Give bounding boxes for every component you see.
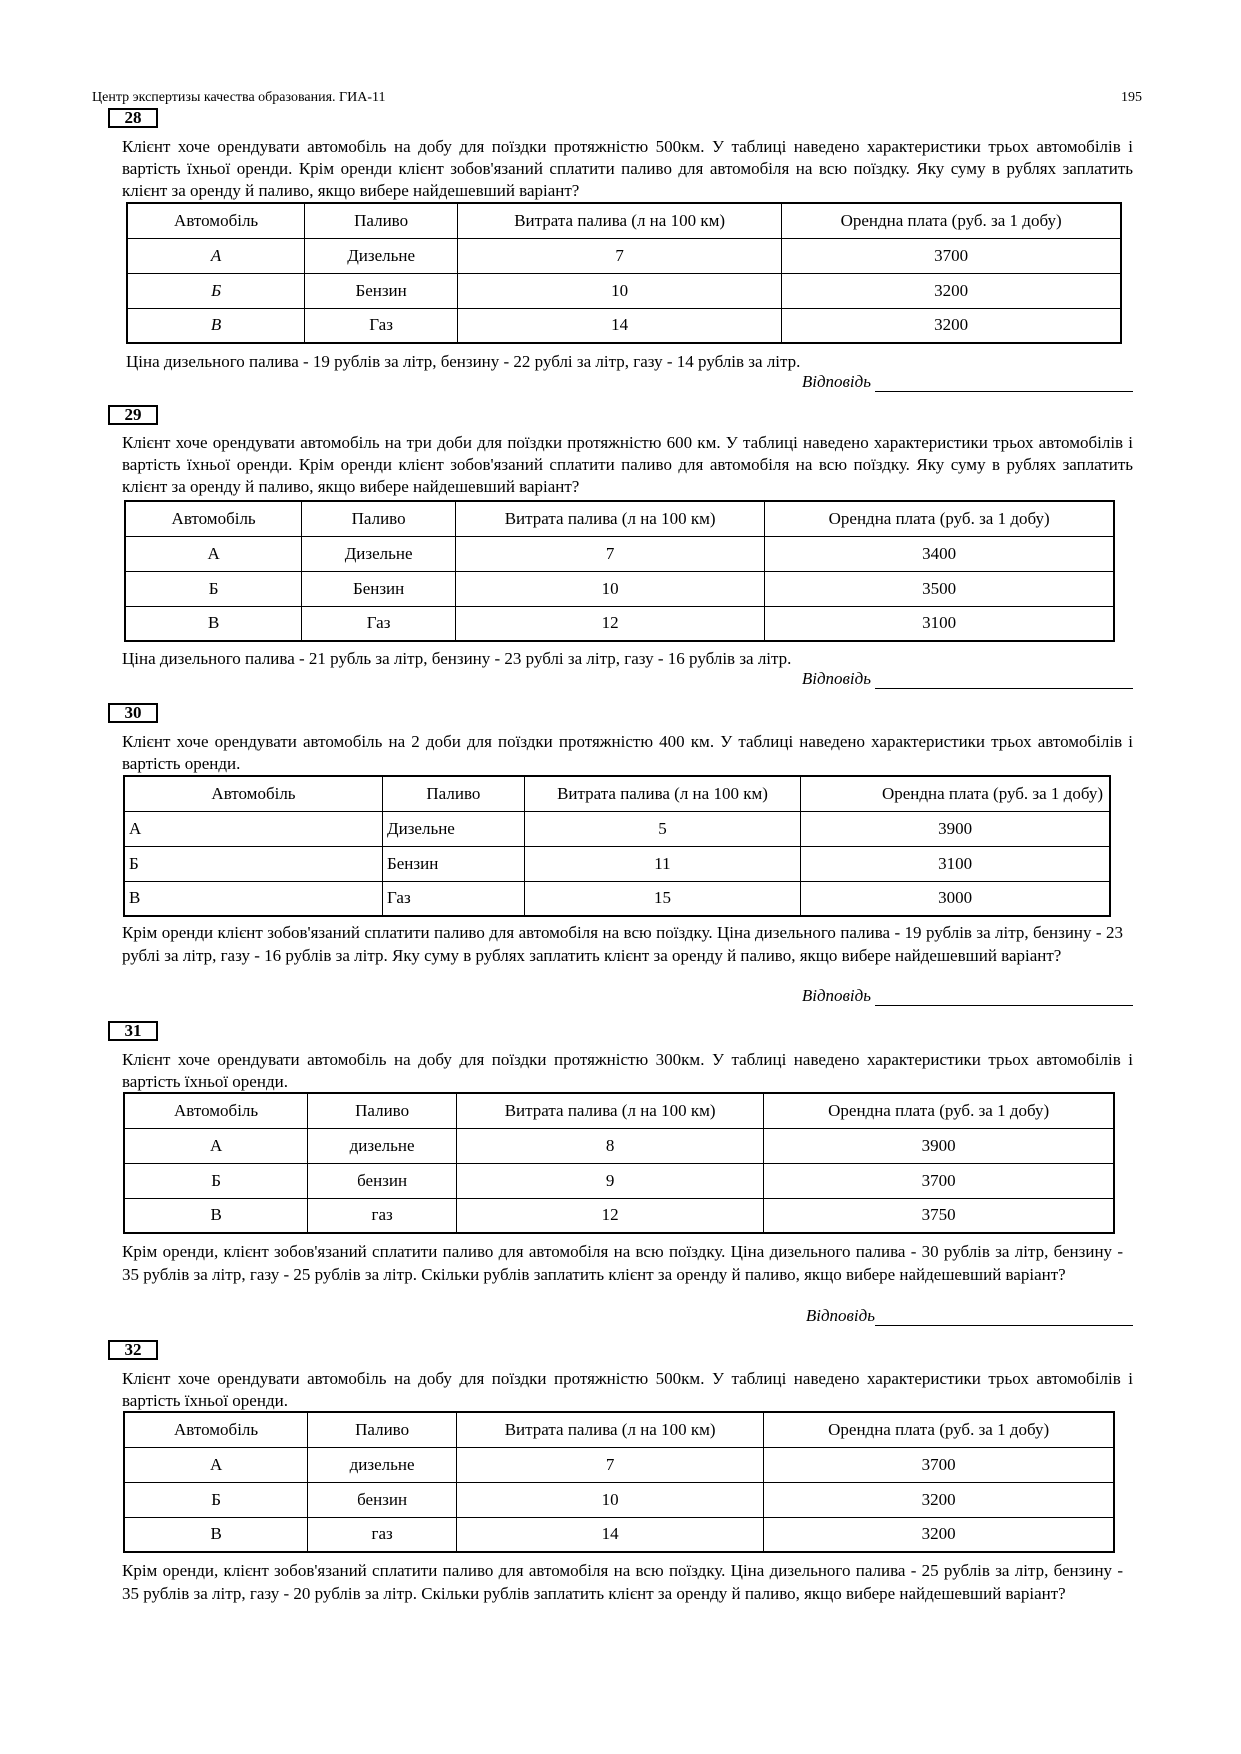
table-row — [124, 1163, 1114, 1198]
cell-fuel: Бензин — [305, 273, 458, 308]
table-header-row — [127, 203, 1121, 238]
problem-text: Клієнт хоче орендувати автомобіль на 2 доби для поїздки протяжністю 400 км. У таблиці наведено характеристики трьох автомобілів і вартість оренди. — [122, 732, 1133, 773]
cell-car: В — [127, 308, 305, 343]
col-rent: Орендна плата (руб. за 1 добу) — [764, 1412, 1114, 1447]
cell-car: Б — [124, 1482, 308, 1517]
cell-consumption: 14 — [456, 1517, 763, 1552]
cell-rent: 3100 — [765, 606, 1114, 641]
cell-fuel: Газ — [305, 308, 458, 343]
cell-car: Б — [124, 1163, 308, 1198]
problem-number: 30 — [108, 703, 158, 723]
problem-number: 32 — [108, 1340, 158, 1360]
cell-rent: 3100 — [801, 846, 1110, 881]
col-consumption: Витрата палива (л на 100 км) — [457, 203, 781, 238]
cell-fuel: газ — [308, 1198, 457, 1233]
cell-rent: 3700 — [764, 1447, 1114, 1482]
cell-fuel: Газ — [302, 606, 456, 641]
table-row — [127, 238, 1121, 273]
cell-car: Б — [127, 273, 305, 308]
table-row — [125, 606, 1114, 641]
col-fuel: Паливо — [308, 1412, 457, 1447]
cell-car: Б — [125, 571, 302, 606]
cell-consumption: 9 — [456, 1163, 763, 1198]
page-number: 195 — [1121, 90, 1142, 105]
col-fuel: Паливо — [302, 501, 456, 536]
table-row — [125, 571, 1114, 606]
cell-consumption: 8 — [456, 1128, 763, 1163]
cell-fuel: дизельне — [308, 1128, 457, 1163]
cell-consumption: 10 — [457, 273, 781, 308]
problem-number: 29 — [108, 405, 158, 425]
problem-note: Ціна дизельного палива - 21 рубль за літр, бензину - 23 рублі за літр, газу - 16 рублів за літр. — [122, 649, 792, 668]
col-rent: Орендна плата (руб. за 1 добу) — [764, 1093, 1114, 1128]
table-header-row — [125, 501, 1114, 536]
cell-fuel: газ — [308, 1517, 457, 1552]
cell-rent: 3900 — [801, 811, 1110, 846]
problem-text: Клієнт хоче орендувати автомобіль на три доби для поїздки протяжністю 600 км. У таблиці наведено характеристики трьох автомобілів і вартість їхньої оренди. Крім оренди клієнт зобов'язаний сплатити паливо для автомобіля на всю поїздку. Яку суму в рублях заплатить клієнт за оренду й паливо, якщо вибере найдешевший варіант? — [122, 433, 1133, 496]
col-consumption: Витрата палива (л на 100 км) — [456, 1412, 763, 1447]
cell-rent: 3400 — [765, 536, 1114, 571]
cell-rent: 3900 — [764, 1128, 1114, 1163]
answer-field[interactable] — [680, 986, 1133, 1008]
problem-number: 31 — [108, 1021, 158, 1041]
col-consumption: Витрата палива (л на 100 км) — [455, 501, 764, 536]
table-row — [124, 881, 1110, 916]
problem-note: Крім оренди, клієнт зобов'язаний сплатити паливо для автомобіля на всю поїздку. Ціна дизельного палива - 30 рублів за літр, бензину - 35 рублів за літр, газу - 25 рублів за літр. Скільки рублів заплатить клієнт за оренду й паливо, якщо вибере найдешевший варіант? — [122, 1242, 1123, 1284]
cell-car: А — [124, 811, 383, 846]
cell-car: Б — [124, 846, 383, 881]
cell-car: В — [124, 881, 383, 916]
cell-rent: 3200 — [782, 308, 1121, 343]
problem-number: 28 — [108, 108, 158, 128]
answer-line[interactable] — [875, 391, 1133, 392]
cell-rent: 3200 — [782, 273, 1121, 308]
car-table-30 — [123, 775, 1111, 917]
cell-car: А — [124, 1128, 308, 1163]
cell-consumption: 10 — [455, 571, 764, 606]
car-table-31 — [123, 1092, 1115, 1234]
cell-rent: 3700 — [782, 238, 1121, 273]
cell-fuel: Бензин — [383, 846, 525, 881]
cell-consumption: 14 — [457, 308, 781, 343]
cell-rent: 3200 — [764, 1517, 1114, 1552]
car-table-28 — [126, 202, 1122, 344]
cell-fuel: бензин — [308, 1163, 457, 1198]
answer-field[interactable] — [680, 669, 1133, 691]
col-car: Автомобіль — [124, 1412, 308, 1447]
cell-car: В — [124, 1517, 308, 1552]
col-fuel: Паливо — [305, 203, 458, 238]
table-header-row — [124, 1093, 1114, 1128]
cell-car: В — [124, 1198, 308, 1233]
page-header — [92, 90, 1142, 110]
car-table-32 — [123, 1411, 1115, 1553]
problem-text: Клієнт хоче орендувати автомобіль на добу для поїздки протяжністю 500км. У таблиці наведено характеристики трьох автомобілів і вартість їхньої оренди. Крім оренди клієнт зобов'язаний сплатити паливо для автомобіля на всю поїздку. Яку суму в рублях заплатить клієнт за оренду й паливо, якщо вибере найдешевший варіант? — [122, 137, 1133, 200]
cell-fuel: бензин — [308, 1482, 457, 1517]
col-rent: Орендна плата (руб. за 1 добу) — [782, 203, 1121, 238]
cell-rent: 3000 — [801, 881, 1110, 916]
table-row — [124, 1482, 1114, 1517]
cell-fuel: дизельне — [308, 1447, 457, 1482]
cell-consumption: 7 — [456, 1447, 763, 1482]
cell-car: А — [127, 238, 305, 273]
answer-line[interactable] — [875, 1325, 1133, 1326]
cell-rent: 3500 — [765, 571, 1114, 606]
table-header-row — [124, 1412, 1114, 1447]
cell-fuel: Газ — [383, 881, 525, 916]
table-row — [124, 811, 1110, 846]
table-row — [124, 1128, 1114, 1163]
table-row — [127, 308, 1121, 343]
col-rent: Орендна плата (руб. за 1 добу) — [801, 776, 1110, 811]
problem-note: Крім оренди, клієнт зобов'язаний сплатити паливо для автомобіля на всю поїздку. Ціна дизельного палива - 25 рублів за літр, бензину - 35 рублів за літр, газу - 20 рублів за літр. Скільки рублів заплатить клієнт за оренду й паливо, якщо вибере найдешевший варіант? — [122, 1561, 1123, 1603]
cell-consumption: 12 — [455, 606, 764, 641]
header-source: Центр экспертизы качества образования. ГИА-11 — [92, 90, 386, 105]
problem-note: Крім оренди клієнт зобов'язаний сплатити паливо для автомобіля на всю поїздку. Ціна дизельного палива - 19 рублів за літр, бензину - 23 рублі за літр, газу - 16 рублів за літр. Яку суму в рублях заплатить клієнт за оренду й паливо, якщо вибере найдешевший варіант? — [122, 923, 1123, 965]
cell-rent: 3750 — [764, 1198, 1114, 1233]
cell-rent: 3700 — [764, 1163, 1114, 1198]
col-car: Автомобіль — [125, 501, 302, 536]
cell-rent: 3200 — [764, 1482, 1114, 1517]
cell-consumption: 7 — [455, 536, 764, 571]
cell-consumption: 12 — [456, 1198, 763, 1233]
table-row — [124, 1198, 1114, 1233]
answer-line[interactable] — [875, 688, 1133, 689]
car-table-29 — [124, 500, 1115, 642]
cell-car: А — [125, 536, 302, 571]
answer-label: Відповідь — [801, 669, 871, 688]
col-car: Автомобіль — [124, 776, 383, 811]
problem-text: Клієнт хоче орендувати автомобіль на добу для поїздки протяжністю 500км. У таблиці наведено характеристики трьох автомобілів і вартість їхньої оренди. — [122, 1369, 1133, 1410]
answer-field[interactable] — [680, 1306, 1133, 1328]
col-fuel: Паливо — [308, 1093, 457, 1128]
answer-label: Відповідь — [801, 986, 871, 1005]
table-row — [127, 273, 1121, 308]
cell-consumption: 5 — [524, 811, 800, 846]
col-car: Автомобіль — [124, 1093, 308, 1128]
cell-consumption: 15 — [524, 881, 800, 916]
table-row — [125, 536, 1114, 571]
table-header-row — [124, 776, 1110, 811]
answer-label: Відповідь — [805, 1306, 875, 1325]
table-row — [124, 1517, 1114, 1552]
col-fuel: Паливо — [383, 776, 525, 811]
cell-consumption: 10 — [456, 1482, 763, 1517]
cell-car: А — [124, 1447, 308, 1482]
cell-fuel: Дизельне — [302, 536, 456, 571]
problem-note: Ціна дизельного палива - 19 рублів за літр, бензину - 22 рублі за літр, газу - 14 рублів за літр. — [126, 352, 801, 371]
table-row — [124, 846, 1110, 881]
cell-consumption: 7 — [457, 238, 781, 273]
problem-text: Клієнт хоче орендувати автомобіль на добу для поїздки протяжністю 300км. У таблиці наведено характеристики трьох автомобілів і вартість їхньої оренди. — [122, 1050, 1133, 1091]
cell-fuel: Дизельне — [383, 811, 525, 846]
col-car: Автомобіль — [127, 203, 305, 238]
answer-label: Відповідь — [801, 372, 871, 391]
col-consumption: Витрата палива (л на 100 км) — [456, 1093, 763, 1128]
answer-field[interactable] — [680, 372, 1133, 394]
cell-consumption: 11 — [524, 846, 800, 881]
cell-fuel: Дизельне — [305, 238, 458, 273]
cell-car: В — [125, 606, 302, 641]
answer-line[interactable] — [875, 1005, 1133, 1006]
cell-fuel: Бензин — [302, 571, 456, 606]
col-consumption: Витрата палива (л на 100 км) — [524, 776, 800, 811]
table-row — [124, 1447, 1114, 1482]
col-rent: Орендна плата (руб. за 1 добу) — [765, 501, 1114, 536]
